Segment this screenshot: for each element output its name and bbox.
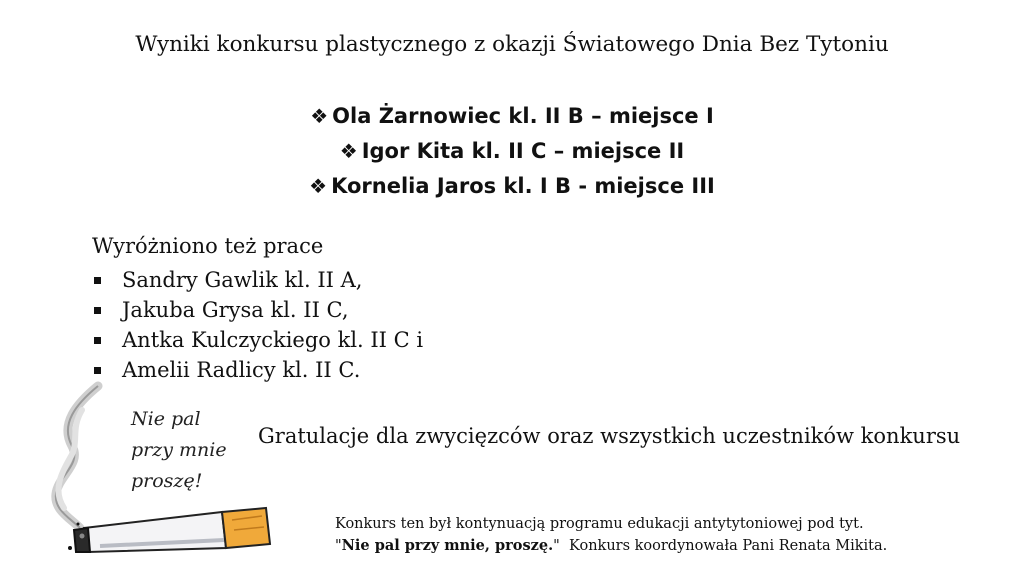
winner-item — [0, 169, 1024, 204]
winner-text: Ola Żarnowiec kl. II B – miejsce I — [332, 104, 714, 128]
list-item: Amelii Radlicy kl. II C. — [92, 355, 423, 385]
winner-item — [0, 134, 1024, 169]
congratulations-text: Gratulacje dla zwycięzców oraz wszystkich uczestników konkursu — [258, 424, 961, 448]
winner-text: Igor Kita kl. II C – miejsce II — [361, 139, 685, 163]
diamond-bullet-icon: ❖ — [310, 104, 329, 128]
footer-line-1: Konkurs ten był kontynuacją programu edukacji antytytoniowej pod tyt. — [335, 516, 864, 532]
list-item: Antka Kulczyckiego kl. II C i — [92, 325, 423, 355]
page-title: Wyniki konkursu plastycznego z okazji Światowego Dnia Bez Tytoniu — [135, 32, 889, 57]
square-bullet-icon — [94, 277, 101, 284]
slogan-line: przy mnie — [131, 439, 227, 461]
slogan-line: proszę! — [131, 470, 203, 492]
program-name: Nie pal przy mnie, proszę. — [341, 537, 554, 554]
footer-note — [335, 513, 887, 557]
honors-list — [92, 265, 423, 385]
square-bullet-icon — [94, 307, 101, 314]
handwritten-slogan — [131, 404, 227, 497]
list-item: Sandry Gawlik kl. II A, — [92, 265, 423, 295]
honors-heading: Wyróżniono też prace — [92, 234, 324, 258]
slogan-line: Nie pal — [131, 408, 201, 430]
diamond-bullet-icon: ❖ — [339, 139, 358, 163]
square-bullet-icon — [94, 337, 101, 344]
footer-line-2: "Nie pal przy mnie, proszę." Konkurs koordynowała Pani Renata Mikita. — [335, 537, 888, 554]
winner-text: Kornelia Jaros kl. I B - miejsce III — [331, 174, 715, 198]
square-bullet-icon — [94, 367, 101, 374]
winner-item — [0, 99, 1024, 134]
diamond-bullet-icon: ❖ — [309, 174, 328, 198]
list-item: Jakuba Grysa kl. II C, — [92, 295, 423, 325]
winners-list — [0, 99, 1024, 204]
